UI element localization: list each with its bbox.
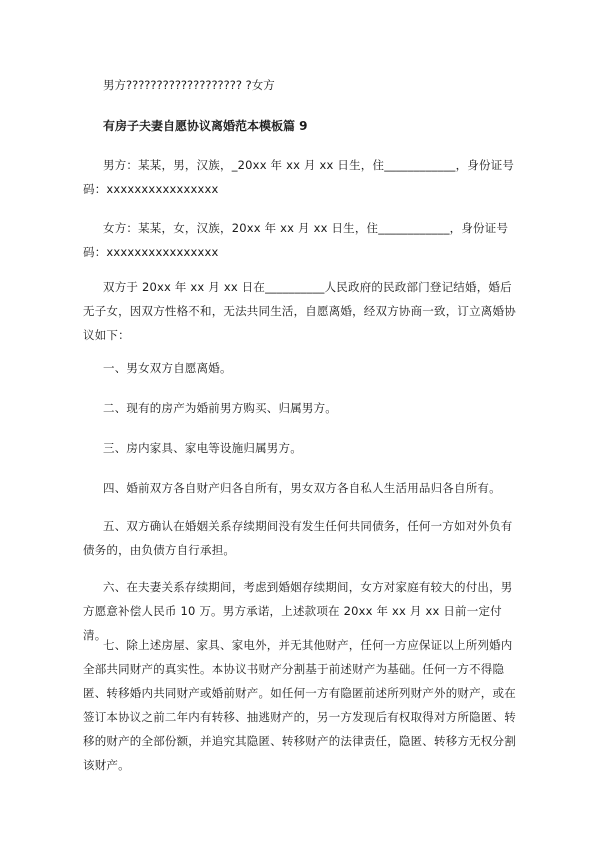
clause-2: 二、现有的房产为婚前男方购买、归属男方。: [103, 401, 337, 415]
clause-7: 七、除上述房屋、家具、家电外，并无其他财产，任何一方应保证以上所列婚内全部共同财产的真实性。本协议书财产分割基于前述财产为基础。任何一方不得隐匿、转移婚内共同财产或婚前财产。如任何一方有隐匿前述所列财产外的财产，或在签订本协议之前二年内有转移、抽逃财产的，另一方发现后有权取得对方所隐匿、转移的财产的全部份额，并追究其隐匿、转移财产的法律责任，隐匿、转移方无权分割该财产。: [83, 638, 516, 772]
clause-5: 五、双方确认在婚姻关系存续期间没有发生任何共同债务，任何一方如对外负有债务的，由负债方自行承担。: [83, 519, 513, 557]
section-heading: 有房子夫妻自愿协议离婚范本模板篇 9: [103, 119, 308, 133]
paragraph-preamble: 双方于 20xx 年 xx 月 xx 日在__________人民政府的民政部门登记结婚，婚后无子女，因双方性格不和，无法共同生活，自愿离婚，经双方协商一致，订立离婚协议如下：: [83, 280, 516, 342]
signature-line: 男方??????????????????? ?女方: [103, 78, 275, 92]
paragraph-female-party: 女方：某某，女，汉族，20xx 年 xx 月 xx 日生，住____________，身份证号码：xxxxxxxxxxxxxxxx: [83, 221, 509, 259]
clause-1: 一、男女双方自愿离婚。: [103, 361, 232, 375]
clause-4: 四、婚前双方各自财产归各自所有，男女双方各自私人生活用品归各自所有。: [103, 481, 501, 495]
clause-3: 三、房内家具、家电等设施归属男方。: [103, 441, 302, 455]
paragraph-male-party: 男方：某某，男，汉族，_20xx 年 xx 月 xx 日生，住____________，身份证号码：xxxxxxxxxxxxxxxx: [83, 158, 515, 196]
clause-6: 六、在夫妻关系存续期间，考虑到婚姻存续期间，女方对家庭有较大的付出，男方愿意补偿人民币 10 万。男方承诺，上述款项在 20xx 年 xx 月 xx 日前一定付清。: [83, 580, 513, 642]
